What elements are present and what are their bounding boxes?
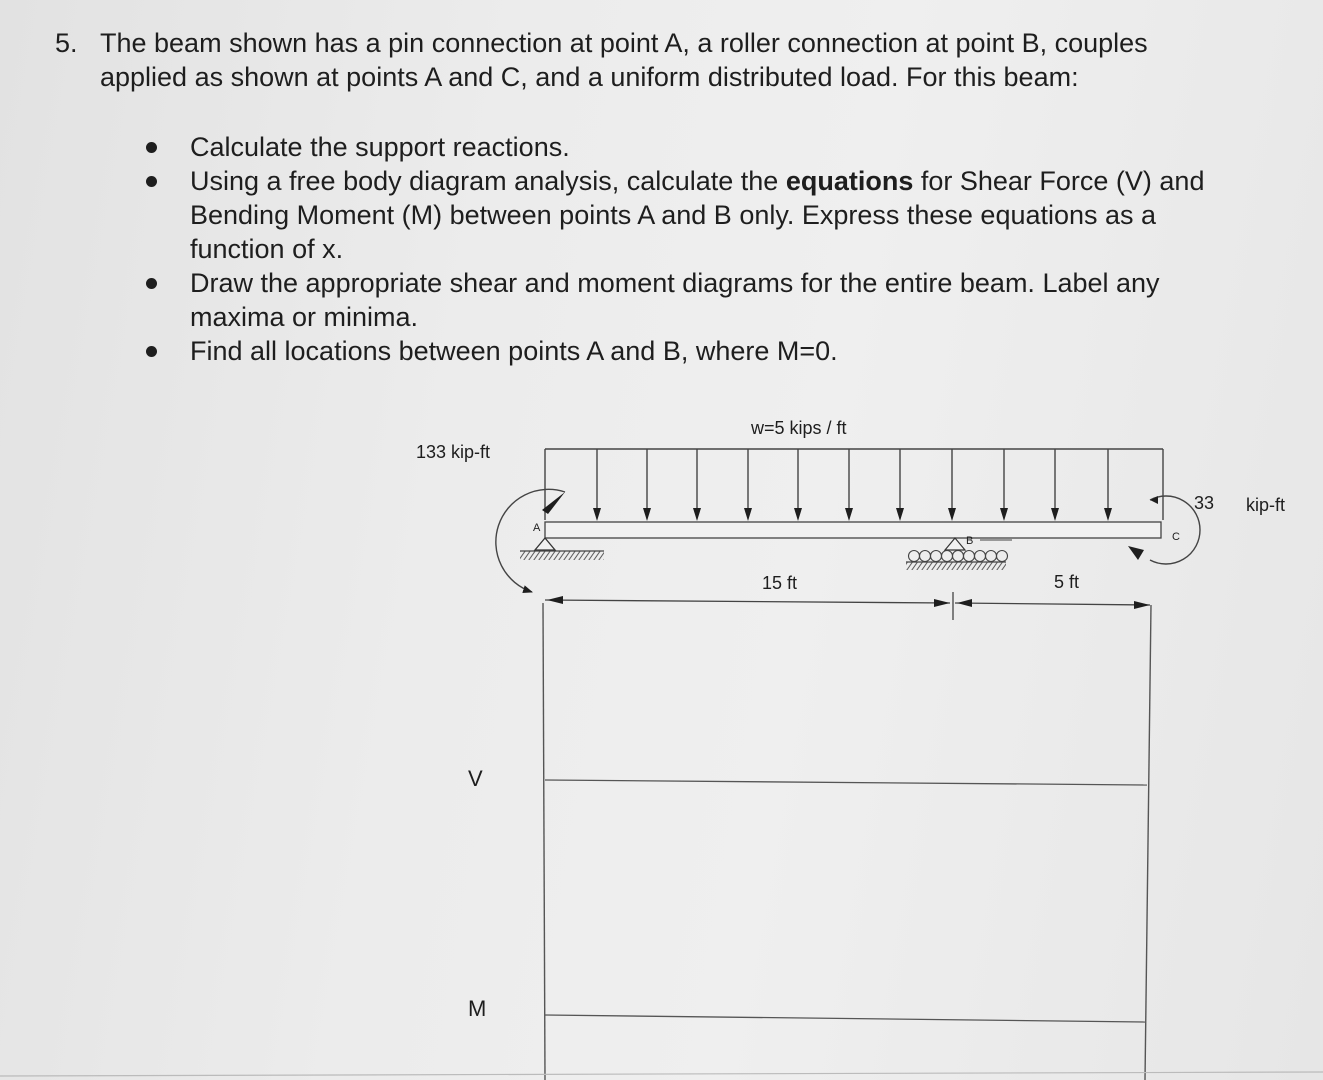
load-arrow-icon [794, 508, 802, 521]
point-a-label: A [533, 522, 541, 534]
beam [545, 522, 1161, 538]
answer-grid [0, 603, 1323, 1080]
roller-wheel-icon [964, 551, 975, 562]
pin-support-a [520, 538, 604, 560]
roller-wheel-icon [931, 551, 942, 562]
page-bottom-rule [0, 1072, 1323, 1076]
task-text-tail: for Shear Force (V) and Bending Moment (M) between points A and B only. Express these equations as a function of x. [190, 166, 1205, 264]
couple-a [496, 489, 565, 592]
couple-c-unit: kip-ft [1246, 495, 1286, 515]
task-emphasis: equations [785, 166, 914, 196]
load-arrow-icon [693, 508, 701, 521]
roller-wheel-icon [920, 551, 931, 562]
load-arrow-icon [744, 508, 752, 521]
couple-arrowhead-icon [1128, 546, 1144, 560]
ground-hatch [906, 562, 1006, 570]
roller-wheel-icon [975, 551, 986, 562]
point-c-label: C [1172, 531, 1180, 543]
roller-wheel-icon [909, 551, 920, 562]
load-arrow-icon [948, 508, 956, 521]
load-arrow-icon [845, 508, 853, 521]
distributed-load-label: w=5 kips / ft [751, 418, 847, 438]
task-text: Draw the appropriate shear and moment diagrams for the entire beam. Label any maxima or minima. [190, 268, 1160, 332]
distributed-load [545, 449, 1163, 521]
roller-wheel-icon [997, 551, 1008, 562]
dimension-lines [545, 592, 1150, 620]
dimension-arrow-icon [934, 599, 950, 607]
shear-axis-label: V [468, 766, 483, 791]
moment-axis-label: M [468, 996, 487, 1021]
shear-baseline [545, 780, 1147, 785]
span-ab-label: 15 ft [762, 573, 798, 593]
roller-wheel-icon [953, 551, 964, 562]
ground-hatch [520, 551, 604, 560]
dimension-ab [545, 600, 950, 603]
roller-support-b [906, 538, 1008, 570]
couple-c-value: 33 [1194, 493, 1215, 513]
couple-arrowhead-icon [1150, 496, 1158, 504]
roller-wheel-icon [986, 551, 997, 562]
grid-right-edge [1145, 605, 1151, 1080]
pin-triangle-icon [535, 538, 555, 550]
task-text: Calculate the support reactions. [190, 132, 570, 162]
dimension-arrow-icon [547, 596, 563, 604]
roller-wheel-icon [942, 551, 953, 562]
load-arrow-icon [1104, 508, 1112, 521]
load-arrows [593, 449, 1112, 521]
dimension-bc [955, 603, 1150, 605]
dimension-arrow-icon [957, 599, 972, 607]
grid-left-edge [543, 603, 545, 1080]
question-number: 5. [55, 28, 78, 58]
load-arrow-icon [643, 508, 651, 521]
load-arrow-icon [1051, 508, 1059, 521]
question-stem: The beam shown has a pin connection at point A, a roller connection at point B, couples applied as shown at points A and C, and a uniform distributed load. For this beam: [100, 28, 1148, 92]
span-bc-label: 5 ft [1054, 572, 1080, 592]
moment-baseline [545, 1015, 1145, 1022]
task-text: Using a free body diagram analysis, calculate the [190, 166, 786, 196]
point-b-label: B [966, 535, 974, 547]
load-arrow-icon [1000, 508, 1008, 521]
load-arrow-icon [593, 508, 601, 521]
task-text: Find all locations between points A and B, where M=0. [190, 336, 838, 366]
load-arrow-icon [896, 508, 904, 521]
dimension-arrow-icon [1134, 601, 1150, 609]
roller-triangle-icon [945, 538, 965, 550]
couple-a-label: 133 kip-ft [416, 442, 491, 462]
